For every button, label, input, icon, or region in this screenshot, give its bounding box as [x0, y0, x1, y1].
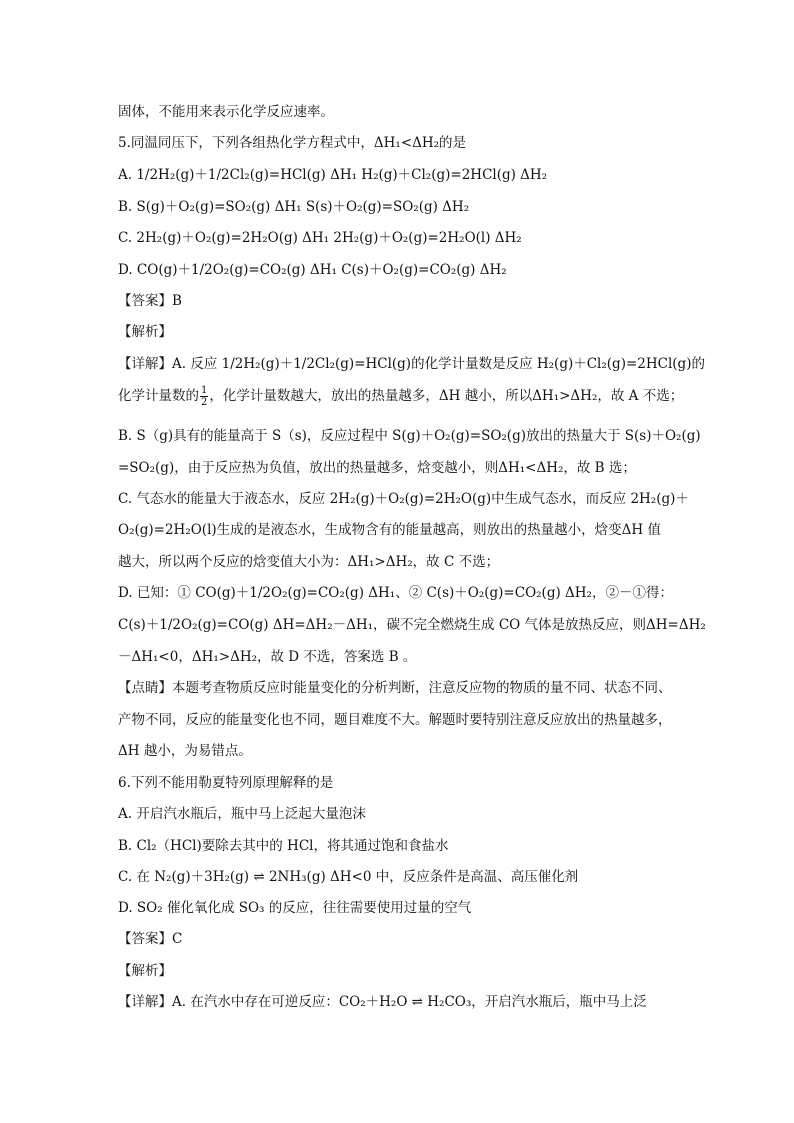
question-5-stem: 5.同温同压下，下列各组热化学方程式中，ΔH₁<ΔH₂的是 [118, 135, 467, 151]
detail-line-with-fraction [118, 385, 684, 408]
question-6-option-c: C. 在 N₂(g)＋3H₂(g) ⇌ 2NH₃(g) ΔH<0 中，反应条件是高温、高压催化剂 [118, 869, 579, 885]
fraction-denominator: 2 [201, 397, 208, 408]
note-line: 产物不同，反应的能量变化也不同，题目难度不大。解题时要特别注意反应放出的热量越多， [118, 712, 672, 728]
answer-label: 【答案】C [118, 931, 183, 947]
note-line: ΔH 越小，为易错点。 [118, 743, 252, 759]
detail-line: C. 气态水的能量大于液态水，反应 2H₂(g)＋O₂(g)=2H₂O(g)中生成气态水，而反应 2H₂(g)＋ [118, 491, 689, 507]
fraction-numerator: 1 [201, 385, 208, 396]
question-5-option-a: A. 1/2H₂(g)＋1/2Cl₂(g)=HCl(g) ΔH₁ H₂(g)＋Cl₂(g)=2HCl(g) ΔH₂ [118, 167, 548, 183]
detail-line: 【详解】A. 反应 1/2H₂(g)＋1/2Cl₂(g)=HCl(g)的化学计量数是反应 H₂(g)＋Cl₂(g)=2HCl(g)的 [118, 356, 705, 372]
detail-text-suffix: ，化学计量数越大，放出的热量越多，ΔH 越小，所以ΔH₁>ΔH₂，故 A 不选； [209, 388, 684, 404]
fraction-one-half [200, 385, 208, 408]
question-6-option-b: B. Cl₂（HCl)要除去其中的 HCl，将其通过饱和食盐水 [118, 838, 449, 854]
detail-line: =SO₂(g)，由于反应热为负值，放出的热量越多，焓变越小，则ΔH₁<ΔH₂，故 B 选； [118, 460, 636, 476]
question-6-option-a: A. 开启汽水瓶后，瓶中马上泛起大量泡沫 [118, 806, 366, 822]
detail-text-prefix: 化学计量数的 [118, 388, 199, 404]
detail-line: C(s)＋1/2O₂(g)=CO(g) ΔH=ΔH₂－ΔH₁，碳不完全燃烧生成 CO 气体是放热反应，则ΔH=ΔH₂ [118, 617, 706, 633]
answer-label: 【答案】B [118, 293, 182, 309]
question-5-option-c: C. 2H₂(g)＋O₂(g)=2H₂O(g) ΔH₁ 2H₂(g)＋O₂(g)=2H₂O(l) ΔH₂ [118, 230, 522, 246]
question-5-option-d: D. CO(g)＋1/2O₂(g)=CO₂(g) ΔH₁ C(s)＋O₂(g)=CO₂(g) ΔH₂ [118, 262, 507, 278]
detail-line: O₂(g)=2H₂O(l)生成的是液态水，生成物含有的能量越高，则放出的热量越小，焓变ΔH 值 [118, 522, 661, 538]
question-6-option-d: D. SO₂ 催化氧化成 SO₃ 的反应，往往需要使用过量的空气 [118, 900, 472, 916]
detail-line: 【详解】A. 在汽水中存在可逆反应：CO₂＋H₂O ⇌ H₂CO₃，开启汽水瓶后，瓶中马上泛 [118, 994, 647, 1010]
question-6-stem: 6.下列不能用勒夏特列原理解释的是 [118, 775, 334, 791]
analysis-label: 【解析】 [118, 963, 172, 979]
text-line: 固体，不能用来表示化学反应速率。 [118, 104, 334, 120]
question-5-option-b: B. S(g)＋O₂(g)=SO₂(g) ΔH₁ S(s)＋O₂(g)=SO₂(g) ΔH₂ [118, 199, 470, 215]
note-line: 【点睛】本题考查物质反应时能量变化的分析判断，注意反应物的物质的量不同、状态不同、 [118, 680, 672, 696]
analysis-label: 【解析】 [118, 324, 172, 340]
detail-line: B. S（g)具有的能量高于 S（s)，反应过程中 S(g)＋O₂(g)=SO₂(g)放出的热量大于 S(s)＋O₂(g) [118, 428, 701, 444]
detail-line: D. 已知：① CO(g)＋1/2O₂(g)=CO₂(g) ΔH₁、② C(s)＋O₂(g)=CO₂(g) ΔH₂，②－①得： [118, 585, 673, 601]
detail-line: 越大，所以两个反应的焓变值大小为：ΔH₁>ΔH₂，故 C 不选； [118, 554, 500, 570]
detail-line: －ΔH₁<0，ΔH₁>ΔH₂，故 D 不选，答案选 B 。 [118, 649, 417, 665]
